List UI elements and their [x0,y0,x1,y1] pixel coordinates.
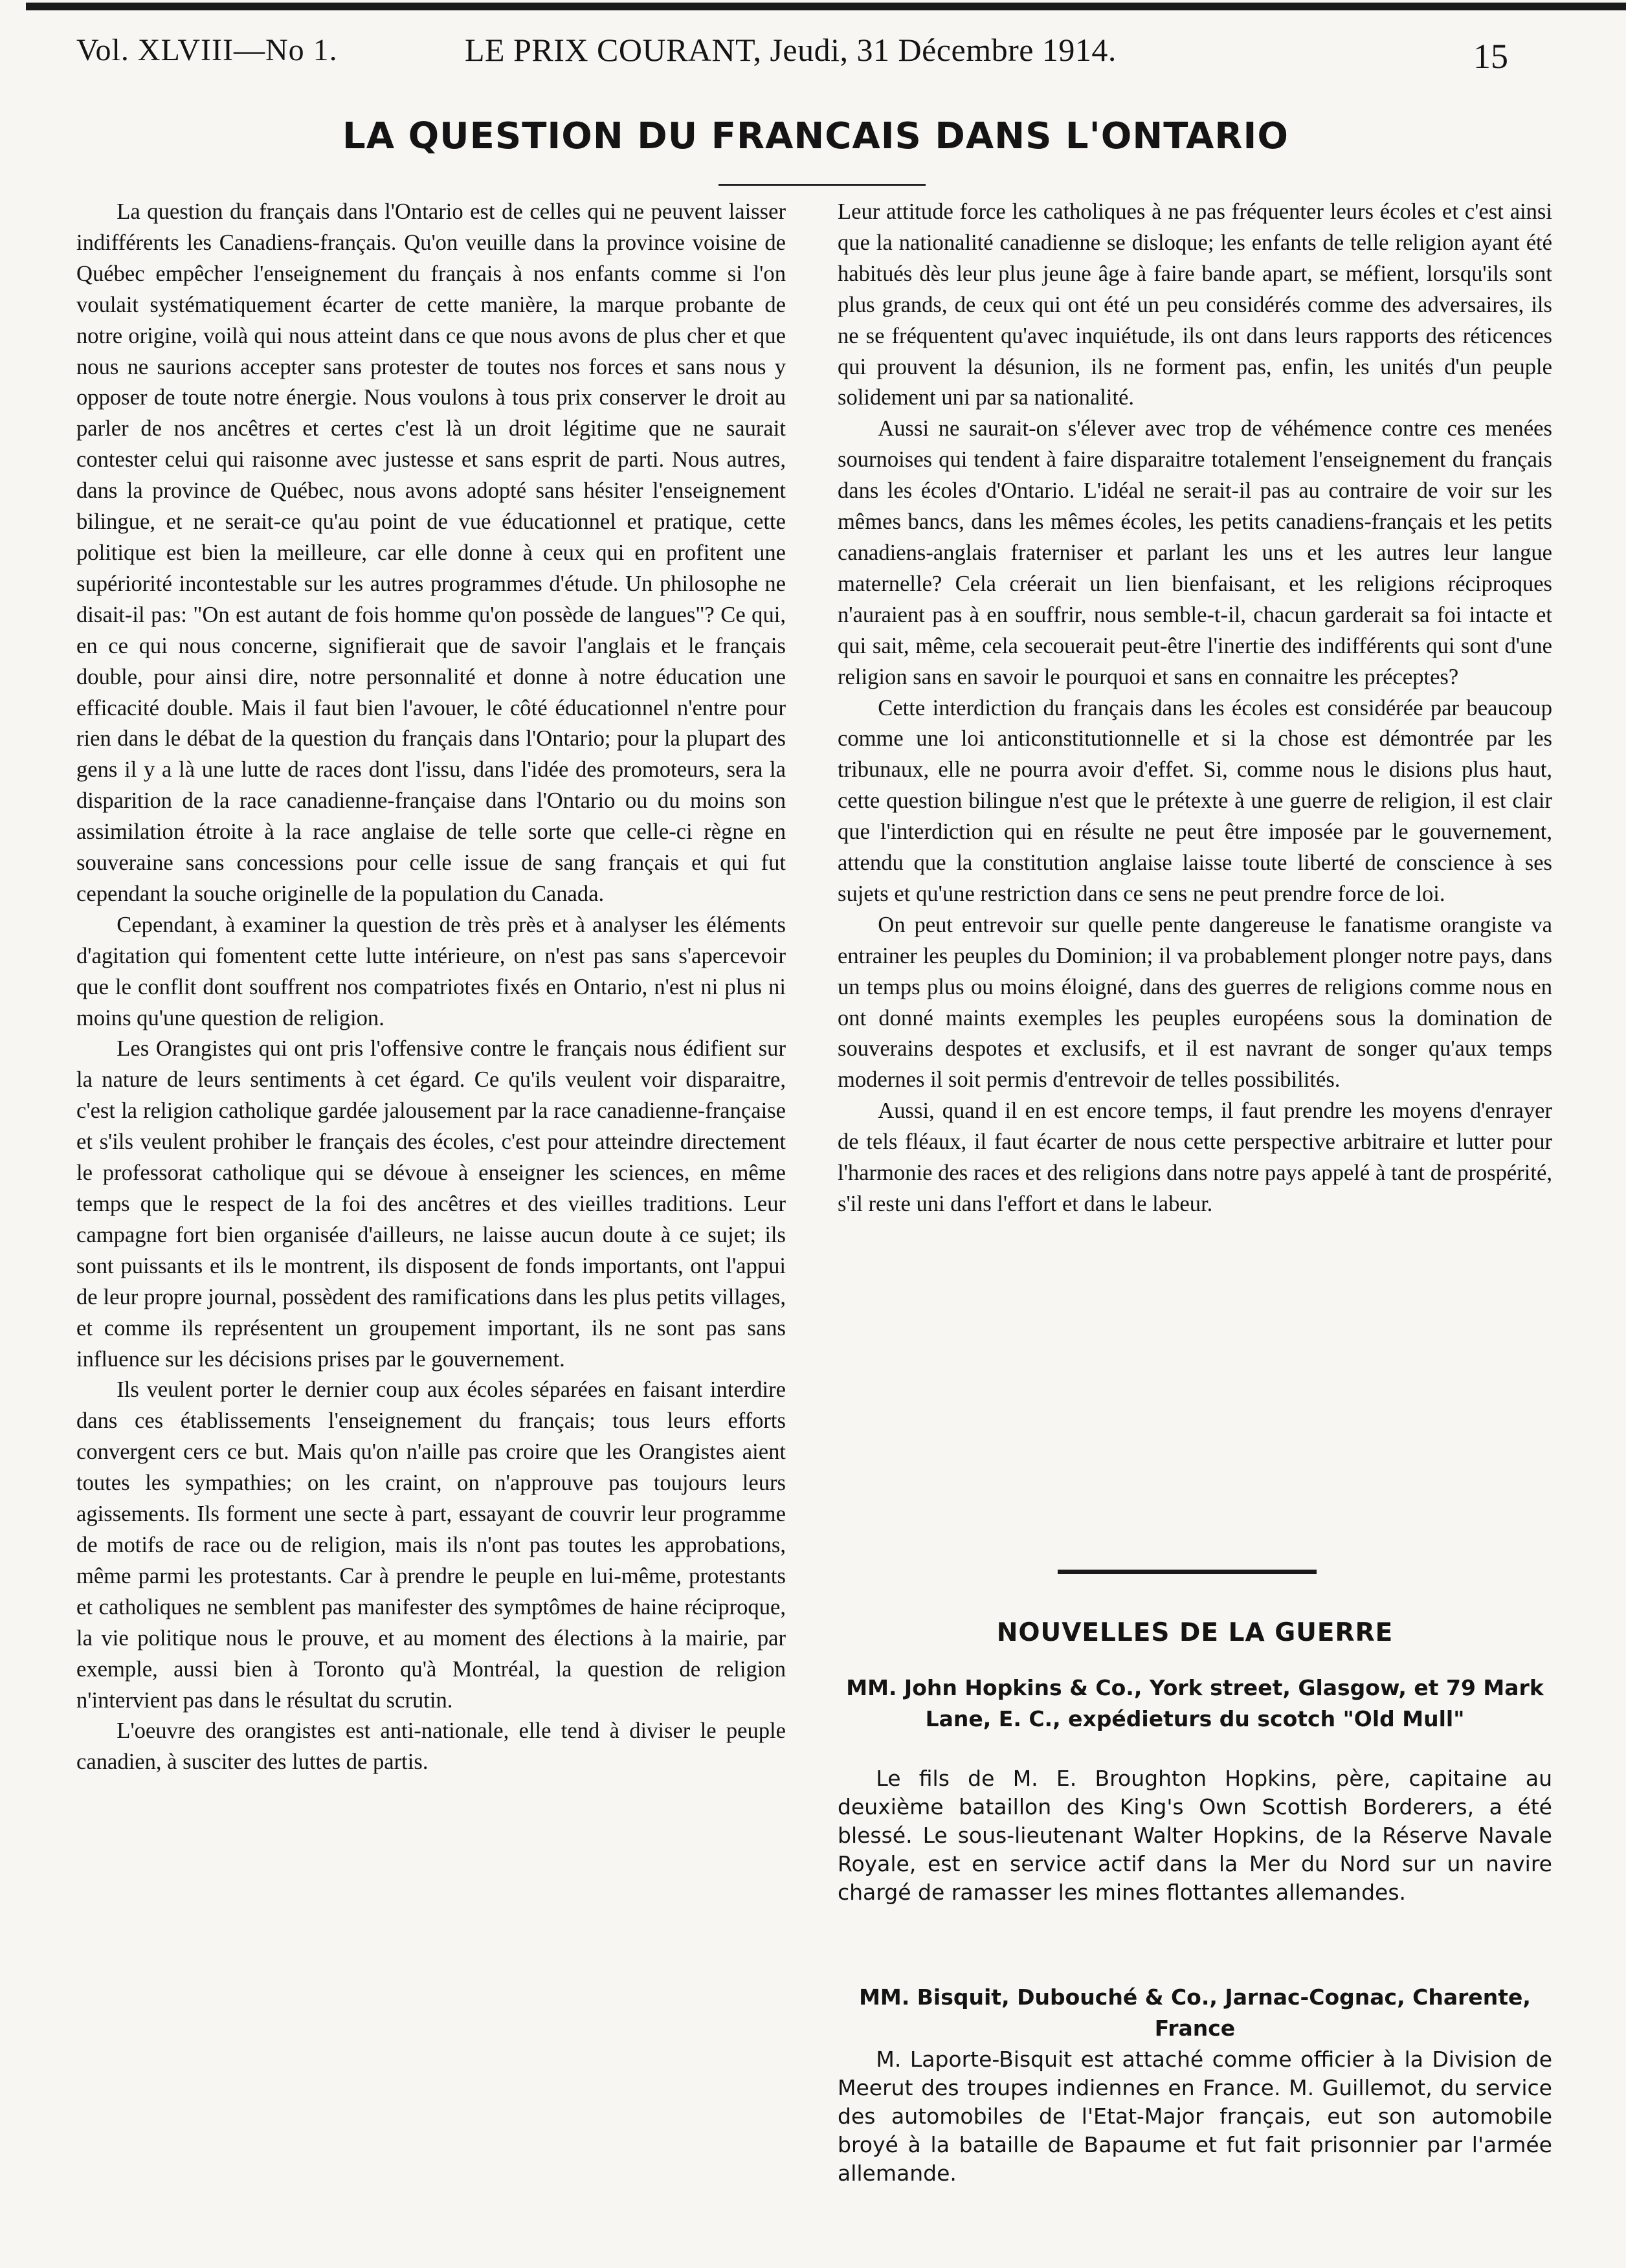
article-paragraph: Cette interdiction du français dans les écoles est considérée par beaucoup comme une loi anticonstitutionnelle et si la chose est démontrée par les tribunaux, elle ne pourra avoir d'effet. Si, comme nous le disions plus haut, cette question bilingue n'est que le prétexte à une guerre de religion, il est clair que l'interdiction qui en résulte ne peut être imposée par le gouvernement, attendu que la constitution anglaise laisse toute liberté de conscience à ses sujets et qu'une restriction dans ce sens ne peut prendre force de loi. [838,695,1552,906]
top-border-rule [26,3,1626,10]
article-paragraph: La question du français dans l'Ontario est de celles qui ne peuvent laisser indifférents les Canadiens-français. Qu'on veuille dans la province voisine de Québec empêcher l'enseignement du français à nos enfants comme si l'on voulait systématiquement écarter de cette manière, la marque probante de notre origine, voilà qui nous atteint dans ce que nous avons de plus cher et que nous ne saurions accepter sans protester de toutes nos forces et sans nous y opposer de toute notre énergie. Nous voulons à tous prix conserver le droit au parler de nos ancêtres et certes c'est là un droit légitime que ne saurait contester celui qui raisonne avec justesse et sans esprit de parti. Nous autres, dans la province de Québec, nous avons adopté sans hésiter l'enseignement bilingue, et ne serait-ce qu'au point de vue éducationnel et pratique, cette politique est bien la meilleure, car elle donne à ceux qui en profitent une supériorité incontestable sur les autres programmes d'étude. Un philosophe ne disait-il pas: "On est autant de fois homme qu'on possède de langues"? Ce qui, en ce qui nous concerne, signifierait que de savoir l'anglais et le français double, pour ainsi dire, notre personnalité et donne à notre éducation une efficacité double. Mais il faut bien l'avouer, le côté éducationnel n'entre pour rien dans le débat de la question du français dans l'Ontario; pour la plupart des gens il y a là une lutte de races dont l'issu, dans l'idée des promoteurs, sera la disparition de la race canadienne-française dans l'Ontario ou du moins son assimilation étroite à la race anglaise de telle sorte que celle-ci règne en souveraine sans concessions pour celle issue de sang français et qui fut cependant la souche originelle de la population du Canada. [76,199,786,906]
news-item-body: M. Laporte-Bisquit est attaché comme officier à la Division de Meerut des troupes indiennes en France. M. Guillemot, du service des automobiles de l'Etat-Major français, eut son automobile broyé à la bataille de Bapaume et fut fait prisonnier par l'armée allemande. [838,2047,1552,2186]
news-item-heading: MM. Bisquit, Dubouché & Co., Jarnac-Cognac, Charente, France [859,1984,1531,2041]
article-paragraph: Aussi ne saurait-on s'élever avec trop de véhémence contre ces menées sournoises qui tendent à faire disparaitre totalement l'enseignement du français dans les écoles d'Ontario. L'idéal ne serait-il pas au contraire de voir sur les mêmes bancs, dans les mêmes écoles, les petits canadiens-français et les petits canadiens-anglais fraterniser et parlant les uns et les autres leur langue maternelle? Cela créerait un lien bienfaisant, et les religions réciproques n'auraient pas à en souffrir, nous semble-t-il, chacun garderait sa foi intacte et qui sait, même, cela secouerait peut-être l'inertie des indifférents qui sont d'une religion sans en savoir le pourquoi et sans en connaitre les préceptes? [838,416,1552,689]
article-paragraph: Ils veulent porter le dernier coup aux écoles séparées en faisant interdire dans ces établissements l'enseignement du français; tous leurs efforts convergent cers ce but. Mais qu'on n'aille pas croire que les Orangistes aient toutes les sympathies; on les craint, on n'approuve pas toujours leurs agissements. Ils forment une secte à part, essayant de couvrir leur programme de motifs de race ou de religion, mais ils n'ont pas toutes les approbations, même parmi les protestants. Car à prendre le peuple en lui-même, protestants et catholiques ne semblent pas manifester des symptômes de haine réciproque, la vie politique nous le prouve, et au moment des élections à la mairie, par exemple, aussi bien à Toronto qu'à Montréal, la question de religion n'intervient pas dans le résultat du scrutin. [76,1377,786,1713]
running-header [0,13,1626,84]
volume-number: Vol. XLVIII—No 1. [76,33,338,67]
article-paragraph: Leur attitude force les catholiques à ne pas fréquenter leurs écoles et c'est ainsi que la nationalité canadienne se disloque; les enfants de telle religion ayant été habitués dès leur plus jeune âge à faire bande apart, se méfient, lorsqu'ils sont plus grands, de ceux qui ont été un peu considérés comme des adversaires, ils ne se fréquentent qu'avec inquiétude, ils ont dans leurs rapports des réticences qui prouvent la désunion, ils ne forment pas, enfin, les unités d'un peuple solidement uni par sa nationalité. [838,199,1552,410]
article-column-right [838,197,1552,1220]
page-number: 15 [1473,37,1508,76]
article-paragraph: Aussi, quand il en est encore temps, il faut prendre les moyens d'enrayer de tels fléaux, il faut écarter de nous cette perspective arbitraire et lutter pour l'harmonie des races et des religions dans notre pays appelé à tant de prospérité, s'il reste uni dans l'effort et dans le labeur. [838,1098,1552,1216]
article-paragraph: L'oeuvre des orangistes est anti-nationale, elle tend à diviser le peuple canadien, à susciter des luttes de partis. [76,1718,786,1775]
article-headline: LA QUESTION DU FRANCAIS DANS L'ONTARIO [342,115,1289,157]
article-column-left [76,197,786,1778]
news-item-heading: MM. John Hopkins & Co., York street, Glasgow, et 79 Mark Lane, E. C., expédieturs du scotch "Old Mull" [846,1675,1544,1731]
news-item [838,1673,1552,1907]
article-paragraph: On peut entrevoir sur quelle pente dangereuse le fanatisme orangiste va entrainer les peuples du Dominion; il va probablement plonger notre pays, dans un temps plus ou moins éloigné, dans des guerres de religions comme nous en ont donné maints exemples les peuples européens sous la domination de souverains despotes et exclusifs, et il est navrant de songer qu'aux temps modernes il soit permis d'entrevoir de telles possibilités. [838,912,1552,1093]
war-news-title: NOUVELLES DE LA GUERRE [996,1618,1394,1647]
article-paragraph: Les Orangistes qui ont pris l'offensive contre le français nous édifient sur la nature de leurs sentiments à cet égard. Ce qu'ils veulent voir disparaitre, c'est la religion catholique gardée jalousement par la race canadienne-française et s'ils veulent prohiber le français des écoles, c'est pour atteindre directement le professorat catholique qui se dévoue à enseigner les sciences, en même temps que le respect de la foi des ancêtres et des vieilles traditions. Leur campagne fort bien organisée d'ailleurs, ne laisse aucun doute à ce sujet; ils sont puissants et ils le montrent, ils disposent de fonds importants, ont l'appui de leur propre journal, possèdent des ramifications dans les plus petits villages, et comme ils représentent un groupement important, ils ne sont pas sans influence sur les décisions prises par le gouvernement. [76,1036,786,1372]
newspaper-title-date: LE PRIX COURANT, Jeudi, 31 Décembre 1914. [465,32,1117,68]
section-divider-rule [1058,1570,1317,1574]
news-item-body: Le fils de M. E. Broughton Hopkins, père, capitaine au deuxième bataillon des King's Own Scottish Borderers, a été blessé. Le sous-lieutenant Walter Hopkins, de la Réserve Navale Royale, est en service actif dans la Mer du Nord sur un navire chargé de ramasser les mines flottantes allemandes. [838,1766,1552,1905]
article-paragraph: Cependant, à examiner la question de très près et à analyser les éléments d'agitation qui fomentent cette lutte intérieure, on n'est pas sans s'apercevoir que le conflit dont souffrent nos compatriotes fixés en Ontario, n'est ni plus ni moins qu'une question de religion. [76,912,786,1030]
news-item [838,1982,1552,2188]
headline-rule [718,184,926,186]
